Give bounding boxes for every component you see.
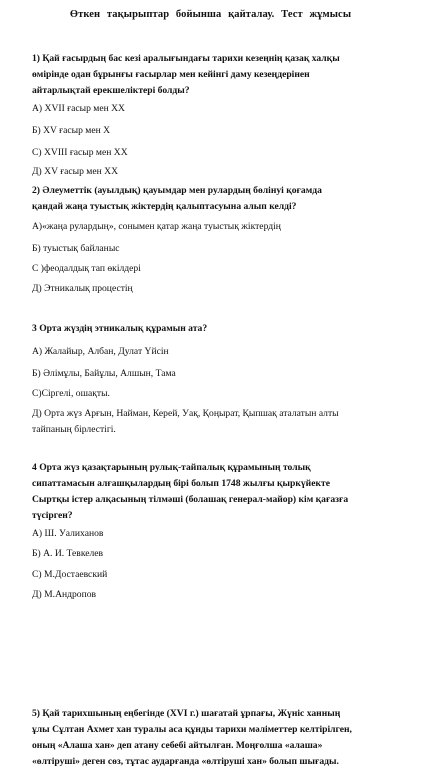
question-5-text <box>32 706 404 770</box>
q4-option-a[interactable]: А) Ш. Уалиханов <box>32 528 104 539</box>
question-2-text <box>32 183 404 215</box>
q4-option-b[interactable]: Б) А. И. Тевкелев <box>32 548 104 559</box>
question-line: сипаттамасын алғашқылардың бірі болып 1748 жылғы қыркүйекте <box>32 478 330 489</box>
question-line: 2) Әлеуметтік (ауылдық) қауымдар мен рулардың бөлінуі қоғамда <box>32 185 322 196</box>
q2-option-b[interactable]: Б) туыстық байланыс <box>32 243 120 254</box>
q3-option-a[interactable]: А) Жалайыр, Албан, Дулат Үйсін <box>32 346 169 357</box>
question-line: 1) Қай ғасырдың бас кезі аралығындағы тарихи кезеңнің қазақ халқы <box>32 53 340 64</box>
question-line: ұлы Сұлтан Ахмет хан туралы аса құнды тарихи мәліметтер келтірілген, <box>32 724 352 735</box>
q3-option-b[interactable]: Б) Әлімұлы, Байұлы, Алшын, Тама <box>32 368 176 379</box>
question-4-text <box>32 460 404 524</box>
option-line: тайпаның бірлестігі. <box>32 424 116 435</box>
question-line: «өлтіруші» деген сөз, тұтас аударғанда «өлтіруші хан» болып шығады. <box>32 756 339 767</box>
question-line: оның «Алаша хан» деп атану себебі айтылған. Моңғолша «алаша» <box>32 740 323 751</box>
q4-option-c[interactable]: С) М.Достаевский <box>32 569 108 580</box>
question-line: 4 Орта жүз қазақтарының рулық-тайпалық құрамының толық <box>32 462 311 473</box>
question-line: 5) Қай тарихшының еңбегінде (XVI г.) шағатай ұрпағы, Жүніс ханның <box>32 708 341 719</box>
question-3-text <box>32 321 404 337</box>
q1-option-d[interactable]: Д) XV ғасыр мен XX <box>32 166 119 177</box>
q3-option-c[interactable]: С)Сіргелі, ошақты. <box>32 388 110 399</box>
q1-option-b[interactable]: Б) XV ғасыр мен X <box>32 125 111 136</box>
q1-option-a[interactable]: А) XVII ғасыр мен XX <box>32 103 125 114</box>
question-line: өмірінде одан бұрынғы ғасырлар мен кейінгі даму кезеңдерінен <box>32 69 310 80</box>
question-line: түсірген? <box>32 510 73 521</box>
q1-option-c[interactable]: С) XVIII ғасыр мен XX <box>32 147 128 158</box>
document-title: Өткен тақырыптар бойынша қайталау. Тест жұмысы <box>69 9 352 20</box>
question-line: айтарлықтай ерекшеліктері болды? <box>32 85 190 96</box>
question-1-text <box>32 51 404 99</box>
q4-option-d[interactable]: Д) М.Андропов <box>32 589 97 600</box>
question-line: Сыртқы істер алқасының тілмәші (болашақ генерал-майор) кім қағазға <box>32 494 349 505</box>
q3-option-d[interactable] <box>32 406 402 438</box>
q2-option-c[interactable]: С )феодалдық тап өкілдері <box>32 263 141 274</box>
question-line: 3 Орта жүздің этникалық құрамын ата? <box>32 323 208 334</box>
option-line: Д) Орта жүз Арғын, Найман, Керей, Уақ, Қоңырат, Қыпшақ аталатын алты <box>32 408 339 419</box>
question-line: қандай жаңа туыстық жіктердің қалыптасуына алып келді? <box>32 201 297 212</box>
q2-option-a[interactable]: А)«жаңа рулардың», сонымен қатар жаңа туыстық жіктердің <box>32 221 281 232</box>
q2-option-d[interactable]: Д) Этникалық процестің <box>32 283 133 294</box>
